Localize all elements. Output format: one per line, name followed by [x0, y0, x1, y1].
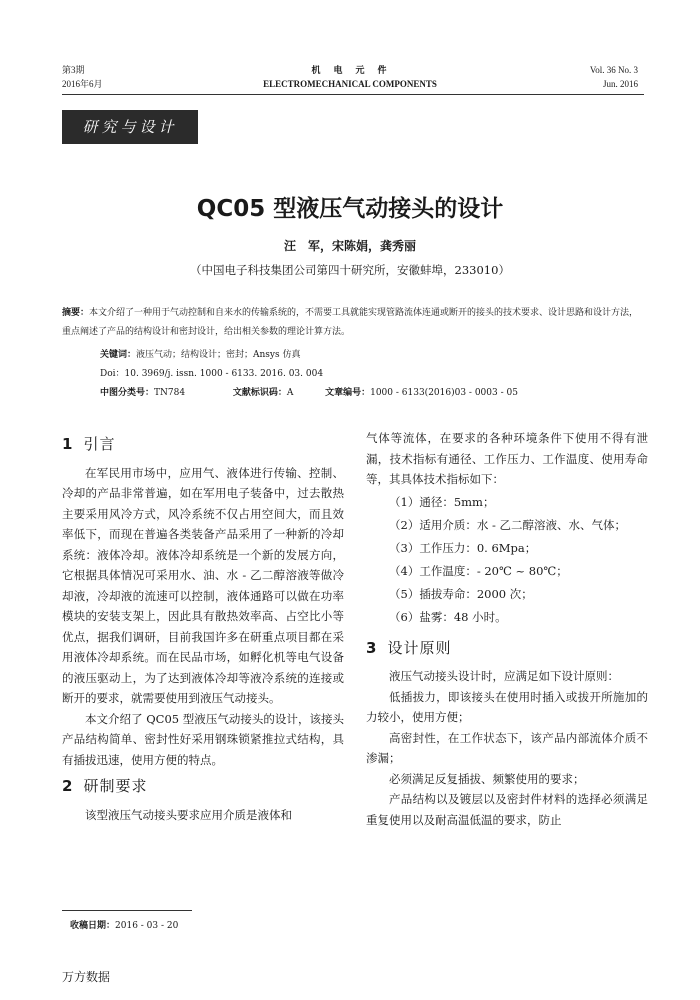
spec-item: （2）适用介质：水 - 乙二醇溶液、水、气体；: [389, 518, 627, 532]
section-3-paragraph-5: 产品结构以及镀层以及密封件材料的选择必须满足重复使用以及耐高温低温的要求，防止: [366, 792, 648, 827]
spec-item: （3）工作压力：0. 6Mpa；: [389, 541, 537, 555]
section-2-title: 研制要求: [83, 777, 148, 795]
doi: [100, 367, 323, 381]
section-3-number: 3: [366, 638, 378, 657]
section-1-number: 1: [62, 435, 74, 453]
left-column: [62, 428, 344, 825]
section-banner: 研究与设计: [62, 110, 198, 144]
header-volume: Vol. 36 No. 3: [589, 65, 638, 75]
article-number-value: 1000 - 6133(2016)03 - 0003 - 05: [370, 388, 518, 398]
section-2-heading: [62, 776, 344, 797]
header-date-en: Jun. 2016: [602, 79, 638, 89]
abstract: [62, 304, 644, 342]
section-3-paragraph-1: 液压气动接头设计时，应满足如下设计原则：: [389, 669, 619, 683]
header-date-cn: 2016年6月: [62, 79, 103, 89]
watermark: 万方数据: [62, 970, 111, 984]
received-date-value: 2016 - 03 - 20: [115, 921, 179, 931]
keywords-text: 液压气动；结构设计；密封；Ansys 仿真: [136, 350, 301, 360]
abstract-label: 摘要：: [62, 308, 90, 318]
affiliation: （中国电子科技集团公司第四十研究所，安徽蚌埠，233010）: [190, 263, 510, 277]
keywords: [100, 348, 301, 362]
article-number-label: 文章编号：: [325, 388, 371, 398]
section-3-title: 设计原则: [387, 638, 452, 657]
header-issue: 第3期: [62, 65, 85, 75]
footnote-rule: [62, 910, 192, 911]
received-date-label: 收稿日期：: [70, 921, 116, 931]
doi-label: Doi：: [100, 369, 125, 379]
section-2-paragraph-1-continued: 气体等流体，在要求的各种环境条件下使用不得有泄漏，技术指标有通径、工作压力、工作温度、使用寿命等，其具体技术指标如下：: [366, 431, 648, 486]
footnote: [70, 918, 178, 931]
header-journal-en: ELECTROMECHANICAL COMPONENTS: [263, 79, 437, 89]
keywords-label: 关键词：: [100, 350, 137, 360]
section-1-paragraph-1: 在军民用市场中，应用气、液体进行传输、控制、冷却的产品非常普遍，如在军用电子装备中，过去散热主要采用风冷方式，风冷系统不仅占用空间大，而且效率低下，而现在普遍各类装备产品采用了一种新的冷却系统：液体冷却。液体冷却系统是一个新的发展方向，它根据具体情况可采用水、油、水 - 乙二醇溶液等做冷却液，冷却液的流速可以控制，液体通路可以做在功率模块的安装支架上，因此具有散热效率高、占空比小等优点，据我们调研，目前我国许多在研重点项目都在采用液体冷却系统。而在民品市场，如孵化机等电气设备的液压驱动上，为了达到液体冷却等液冷系统的连接或断开的要求，就需要使用到液压气动接头。: [62, 465, 344, 705]
section-1-title: 引言: [83, 435, 116, 453]
section-1-paragraph-2: 本文介绍了 QC05 型液压气动接头的设计，该接头产品结构简单、密封性好采用钢珠锁紧推拉式结构，具有插拔迅速，使用方便的特点。: [62, 711, 344, 767]
doc-code-value: A: [286, 388, 294, 398]
section-2-paragraph-1: 该型液压气动接头要求应用介质是液体和: [85, 807, 292, 822]
clc-value: TN784: [154, 388, 186, 398]
section-1-heading: [62, 434, 344, 455]
section-3-paragraph-2: 低插拔力，即该接头在使用时插入或拔开所施加的力较小，使用方便；: [366, 689, 648, 724]
authors: 汪 军，宋陈娟，龚秀丽: [283, 239, 416, 253]
header-journal-cn: 机 电 元 件: [311, 65, 389, 75]
doi-text: 10. 3969/j. issn. 1000 - 6133. 2016. 03. 004: [124, 369, 324, 379]
classification-line: [100, 386, 518, 400]
header-rule: [62, 94, 644, 95]
spec-item: （4）工作温度：- 20℃ ~ 80℃；: [389, 564, 568, 578]
spec-item: （1）通径：5mm；: [389, 495, 495, 509]
right-column: [366, 428, 648, 830]
abstract-text: 本文介绍了一种用于气动控制和自来水的传输系统的，不需要工具就能实现管路流体连通或断开的接头的技术要求、设计思路和设计方法，重点阐述了产品的结构设计和密封设计，给出相关参数的理论计算方法。: [62, 308, 639, 337]
paper-title: QC05 型液压气动接头的设计: [196, 196, 504, 222]
spec-item: （5）插拔寿命：2000 次；: [389, 587, 533, 601]
doc-code-label: 文献标识码：: [232, 388, 287, 398]
clc-label: 中图分类号：: [100, 388, 155, 398]
section-2-number: 2: [62, 777, 74, 795]
section-3-heading: [366, 638, 648, 659]
spec-item: （6）盐雾：48 小时。: [389, 610, 507, 624]
section-3-paragraph-4: 必须满足反复插拔、频繁使用的要求；: [389, 771, 585, 786]
section-3-paragraph-3: 高密封性，在工作状态下，该产品内部流体介质不渗漏；: [366, 730, 648, 765]
